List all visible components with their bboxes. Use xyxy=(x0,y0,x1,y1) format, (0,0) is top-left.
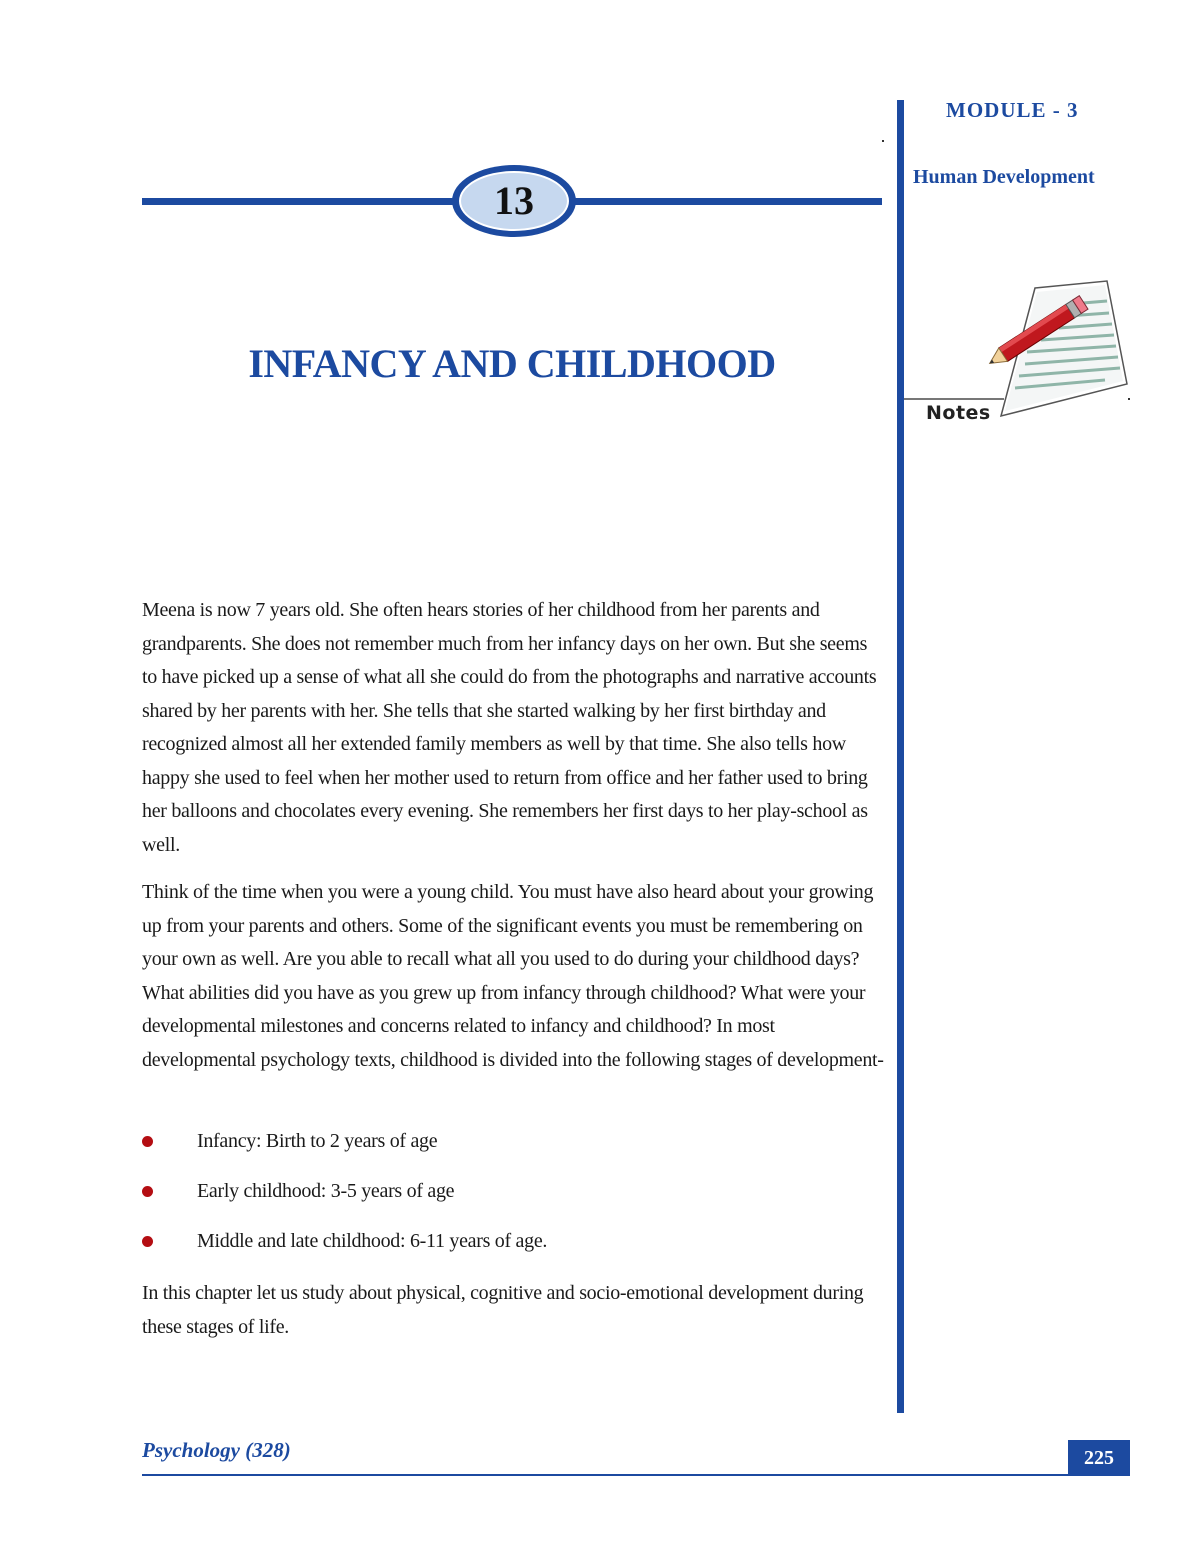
reflection-paragraph: Think of the time when you were a young child. You must have also heard about your growing up from your parents and others. Some of the significant events you must be remembering on your own as well. Are you able to recall what all you used to do during your childhood days? What abilities did you have as you grew up from infancy through childhood? What were your developmental milestones and concerns related to infancy and childhood? In most developmental psychology texts, childhood is divided into the following stages of development- xyxy=(142,881,884,1071)
footer-book-title: Psychology (328) xyxy=(142,1438,291,1462)
list-item xyxy=(142,1174,884,1224)
intro-paragraph: Meena is now 7 years old. She often hears stories of her childhood from her parents and grandparents. She does not remember much from her infancy days on her own. But she seems to have picked up a sense of what all she could do from the photographs and narrative accounts shared by her parents with her. She tells that she started walking by her first birthday and recognized almost all her extended family members as well by that time. She also tells how happy she used to feel when her mother used to return from office and her father used to bring her balloons and chocolates every evening. She remembers her first days to her play-school as well. xyxy=(142,599,877,856)
list-item xyxy=(142,1224,884,1274)
section-label: Human Development xyxy=(913,166,1095,188)
notes-label: Notes xyxy=(926,402,991,424)
chapter-title: INFANCY AND CHILDHOOD xyxy=(248,341,776,386)
stage-text: Middle and late childhood: 6-11 years of age. xyxy=(197,1230,548,1252)
bullet-dot-icon xyxy=(142,1136,153,1147)
page-number: 225 xyxy=(1084,1446,1114,1469)
chapter-number: 13 xyxy=(494,178,534,223)
page-number-badge xyxy=(1068,1440,1130,1476)
stage-text: Early childhood: 3-5 years of age xyxy=(197,1180,455,1202)
module-label: MODULE - 3 xyxy=(946,98,1079,122)
list-item xyxy=(142,1124,884,1174)
notes-rule xyxy=(904,398,1004,400)
chapter-number-badge xyxy=(459,171,569,231)
bullet-dot-icon xyxy=(142,1236,153,1247)
bullet-dot-icon xyxy=(142,1186,153,1197)
margin-dot xyxy=(882,140,884,142)
notepad-with-pencil-icon xyxy=(975,276,1135,426)
chapter-scope-paragraph: In this chapter let us study about physical, cognitive and socio-emotional development during these stages of life. xyxy=(142,1282,864,1338)
stages-list xyxy=(142,1124,884,1274)
footer-rule xyxy=(142,1474,1130,1476)
margin-divider xyxy=(897,100,904,1413)
stage-text: Infancy: Birth to 2 years of age xyxy=(197,1130,438,1152)
